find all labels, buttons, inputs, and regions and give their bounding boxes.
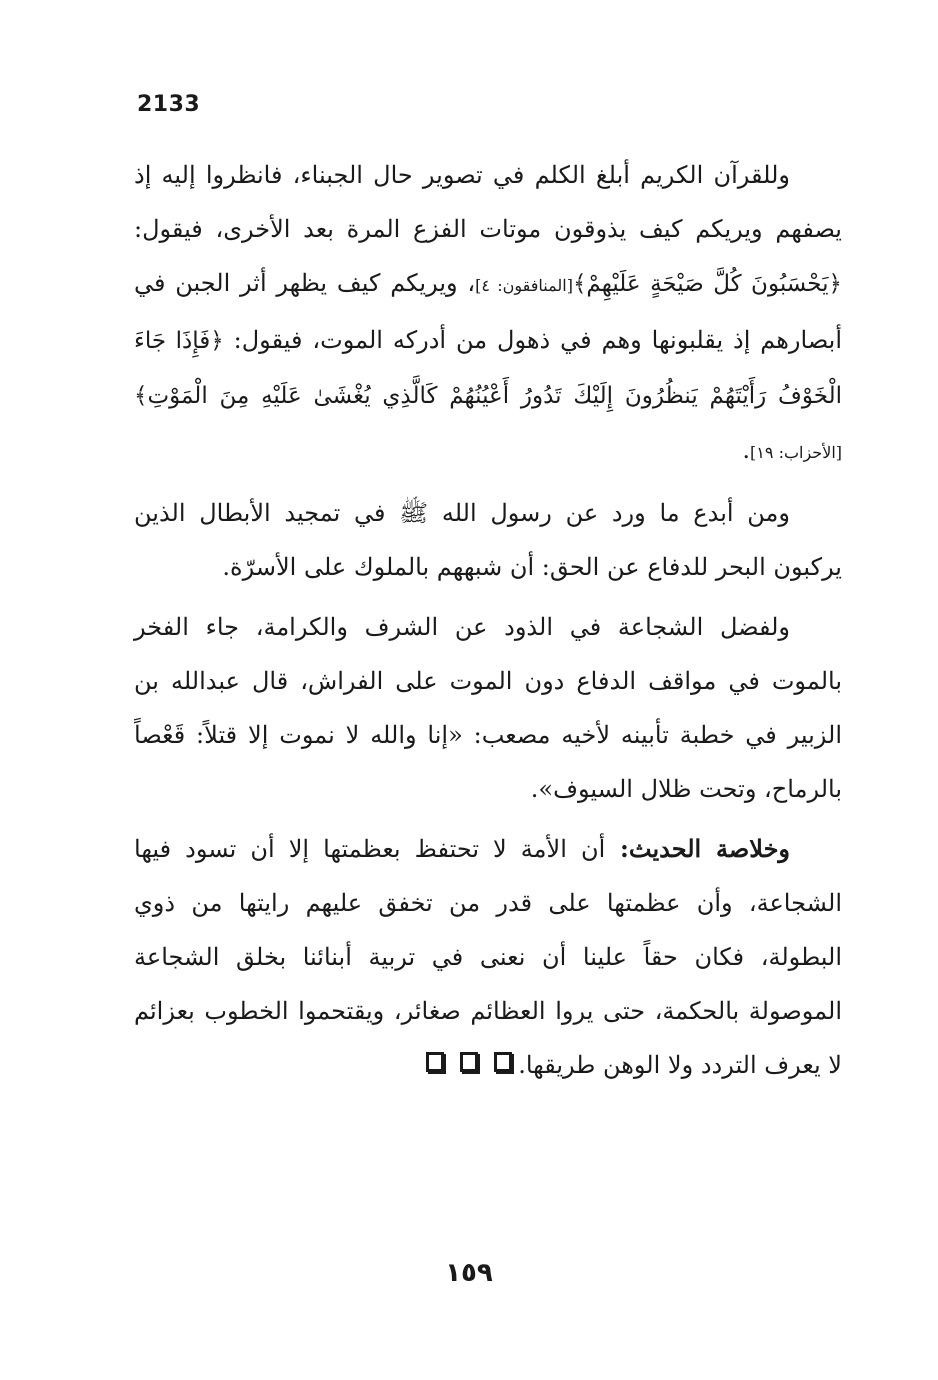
- square-ornament-icon: [426, 1052, 444, 1072]
- paragraph-quran-cowards: [134, 148, 842, 480]
- paragraph-courage-honor: [134, 600, 842, 816]
- text-segment: ولفضل الشجاعة في الذود عن الشرف والكرامة، جاء الفخر بالموت في مواقف الدفاع دون الموت على الفراش، قال عبدالله بن الزبير في خطبة تأبينه لأخيه مصعب: «إنا والله لا نموت إلا قتلاً: قَعْصاً بالرماح، وتحت ظلال السيوف».: [134, 613, 842, 803]
- text-segment: .: [742, 436, 751, 464]
- section-end-ornament: [0, 1052, 938, 1072]
- page-number: ١٥٩: [445, 1258, 493, 1288]
- square-ornament-icon: [460, 1052, 478, 1072]
- quran-verse: ﴿يَحْسَبُونَ كُلَّ صَيْحَةٍ عَلَيْهِمْ﴾: [572, 271, 843, 297]
- conclusion-lead: وخلاصة الحديث:: [605, 834, 790, 863]
- quran-verse: ﴿فَإِذَا جَاءَ الْخَوْفُ رَأَيْتَهُمْ يَنظُرُونَ إِلَيْكَ تَدُورُ أَعْيُنُهُمْ كَالَّذِي يُغْشَىٰ عَلَيْهِ مِنَ الْمَوْتِ﴾: [134, 328, 842, 409]
- paragraph-heroes-sea: [134, 486, 842, 594]
- body-text: [134, 148, 842, 1098]
- verse-reference: [الأحزاب: ١٩]: [750, 443, 842, 462]
- square-ornament-icon: [494, 1052, 512, 1072]
- text-segment: وللقرآن الكريم أبلغ الكلم في تصوير حال الجبناء، فانظروا إليه إذ يصفهم ويريكم كيف يذوقون موتات الفزع المرة بعد الأخرى، فيقول:: [134, 161, 842, 243]
- verse-reference: [المنافقون: ٤]: [475, 276, 573, 295]
- text-segment: أن الأمة لا تحتفظ بعظمتها إلا أن تسود فيها الشجاعة، وأن عظمتها على قدر من تخفق عليهم رايتها من ذوي البطولة، فكان حقاً علينا أن نعنى في تربية أبنائنا بخلق الشجاعة الموصولة بالحكمة، حتى يروا العظائم صغائر، ويقتحموا الخطوب بعزائم لا يعرف التردد ولا الوهن طريقها.: [134, 835, 843, 1079]
- text-segment: ومن أبدع ما ورد عن رسول الله ﷺ في تمجيد الأبطال الذين يركبون البحر للدفاع عن الحق: أن شبههم بالملوك على الأسرّة.: [134, 499, 842, 581]
- page-identifier: 2133: [137, 92, 201, 117]
- text-segment: ، ويريكم كيف يظهر أثر الجبن في أبصارهم إذ يقلبونها وهم في ذهول من أدركه الموت، فيقول:: [134, 269, 842, 354]
